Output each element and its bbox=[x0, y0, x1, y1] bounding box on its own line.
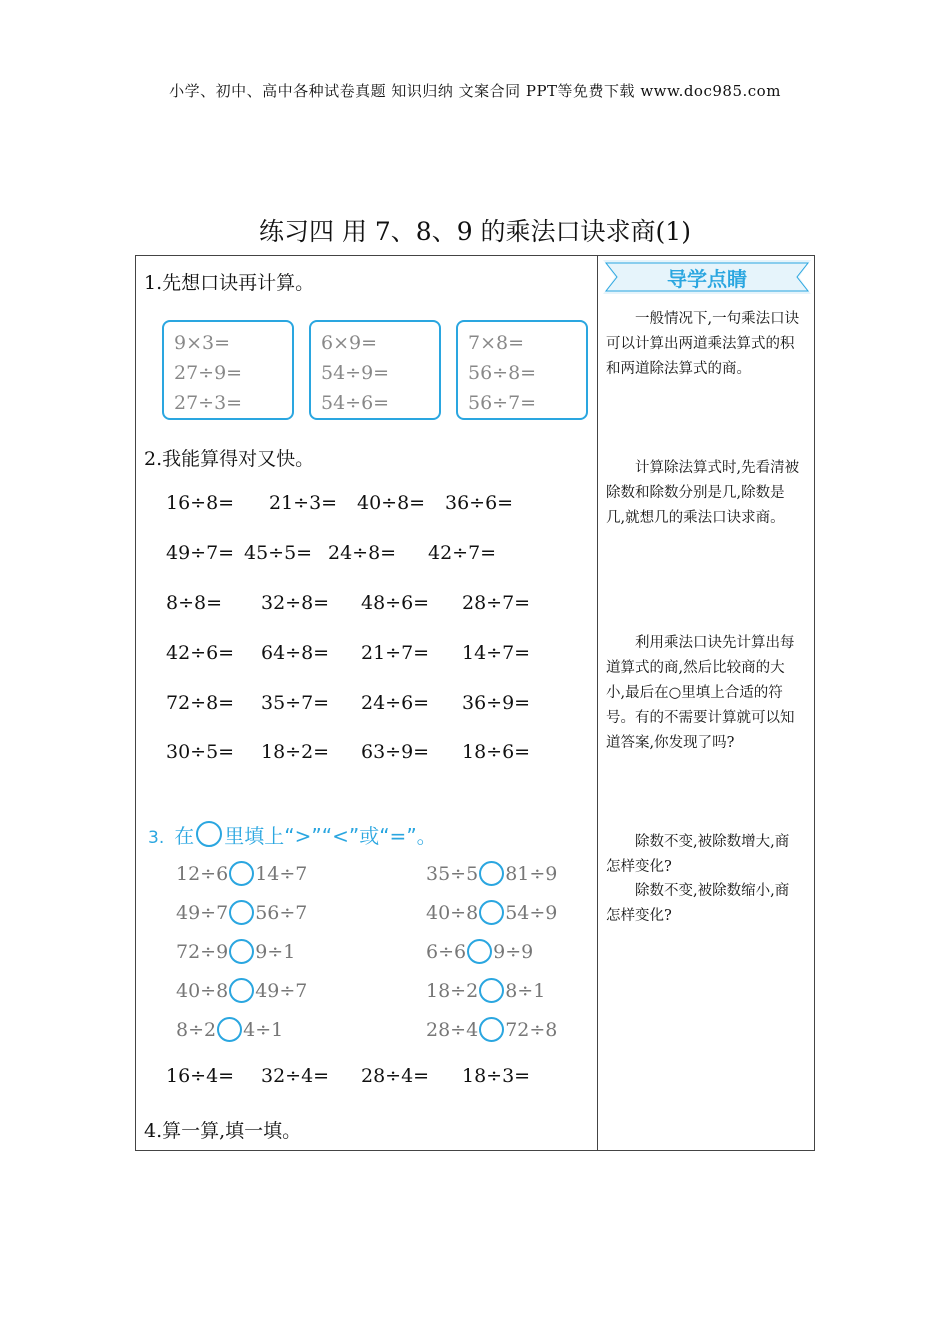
right-expr: 14÷7 bbox=[255, 863, 308, 885]
answer-circle[interactable] bbox=[479, 978, 504, 1003]
division-item: 36÷9= bbox=[462, 692, 531, 714]
division-item: 28÷7= bbox=[462, 592, 531, 614]
column-divider bbox=[597, 255, 598, 1151]
tip-1: 一般情况下,一句乘法口诀可以计算出两道乘法算式的积和两道除法算式的商。 bbox=[606, 311, 800, 377]
left-expr: 18÷2 bbox=[426, 980, 479, 1002]
division-item: 63÷9= bbox=[361, 741, 430, 763]
right-expr: 72÷8 bbox=[505, 1019, 558, 1041]
guide-banner bbox=[603, 260, 811, 294]
division-item: 8÷8= bbox=[166, 592, 223, 614]
tip-3: 利用乘法口诀先计算出每道算式的商,然后比较商的大小,最后在○里填上合适的符号。有的不需要计算就可以知道答案,你发现了吗? bbox=[606, 635, 795, 751]
right-expr: 56÷7 bbox=[255, 902, 308, 924]
expression: 56÷7= bbox=[468, 392, 537, 414]
circle-icon bbox=[196, 821, 222, 847]
compare-item bbox=[176, 900, 307, 925]
question-2-label: 2.我能算得对又快。 bbox=[144, 448, 315, 470]
recall-box-1 bbox=[162, 320, 294, 420]
answer-circle[interactable] bbox=[479, 900, 504, 925]
compare-item bbox=[176, 1017, 283, 1042]
answer-circle[interactable] bbox=[479, 1017, 504, 1042]
division-item: 49÷7= bbox=[166, 542, 235, 564]
division-item: 36÷6= bbox=[445, 492, 514, 514]
division-item: 18÷2= bbox=[261, 741, 330, 763]
compare-item bbox=[176, 939, 295, 964]
recall-box-3 bbox=[456, 320, 588, 420]
division-item: 32÷8= bbox=[261, 592, 330, 614]
answer-circle[interactable] bbox=[467, 939, 492, 964]
expression: 9×3= bbox=[174, 332, 231, 354]
division-item: 28÷4= bbox=[361, 1065, 430, 1087]
compare-item bbox=[426, 939, 533, 964]
left-expr: 28÷4 bbox=[426, 1019, 479, 1041]
division-item: 18÷3= bbox=[462, 1065, 531, 1087]
left-expr: 35÷5 bbox=[426, 863, 479, 885]
division-item: 40÷8= bbox=[357, 492, 426, 514]
division-item: 72÷8= bbox=[166, 692, 235, 714]
division-item: 45÷5= bbox=[244, 542, 313, 564]
left-expr: 6÷6 bbox=[426, 941, 467, 963]
site-header: 小学、初中、高中各种试卷真题 知识归纳 文案合同 PPT等免费下载 www.doc985.com bbox=[169, 82, 781, 100]
compare-item bbox=[176, 861, 307, 886]
question-4-label: 4.算一算,填一填。 bbox=[144, 1120, 302, 1142]
division-item: 35÷7= bbox=[261, 692, 330, 714]
division-item: 30÷5= bbox=[166, 741, 235, 763]
division-item: 24÷6= bbox=[361, 692, 430, 714]
compare-item bbox=[426, 900, 557, 925]
compare-item bbox=[426, 861, 557, 886]
expression: 6×9= bbox=[321, 332, 378, 354]
division-item: 21÷7= bbox=[361, 642, 430, 664]
left-expr: 40÷8 bbox=[176, 980, 229, 1002]
compare-item bbox=[426, 1017, 557, 1042]
right-expr: 8÷1 bbox=[505, 980, 546, 1002]
division-item: 42÷6= bbox=[166, 642, 235, 664]
right-expr: 54÷9 bbox=[505, 902, 558, 924]
question-1-label: 1.先想口诀再计算。 bbox=[144, 272, 315, 294]
division-item: 42÷7= bbox=[428, 542, 497, 564]
answer-circle[interactable] bbox=[229, 978, 254, 1003]
right-expr: 49÷7 bbox=[255, 980, 308, 1002]
tip-5: 除数不变,被除数缩小,商怎样变化? bbox=[606, 883, 790, 924]
expression: 7×8= bbox=[468, 332, 525, 354]
division-item: 21÷3= bbox=[269, 492, 338, 514]
left-expr: 49÷7 bbox=[176, 902, 229, 924]
compare-item bbox=[426, 978, 545, 1003]
left-expr: 40÷8 bbox=[426, 902, 479, 924]
division-item: 16÷8= bbox=[166, 492, 235, 514]
division-item: 14÷7= bbox=[462, 642, 531, 664]
right-expr: 4÷1 bbox=[243, 1019, 284, 1041]
compare-item bbox=[176, 978, 307, 1003]
division-item: 16÷4= bbox=[166, 1065, 235, 1087]
right-expr: 9÷9 bbox=[493, 941, 534, 963]
question-text-post: 里填上“>”“<”或“=”。 bbox=[224, 824, 437, 848]
answer-circle[interactable] bbox=[229, 861, 254, 886]
expression: 54÷9= bbox=[321, 362, 390, 384]
division-item: 32÷4= bbox=[261, 1065, 330, 1087]
right-expr: 9÷1 bbox=[255, 941, 296, 963]
expression: 27÷9= bbox=[174, 362, 243, 384]
tip-4: 除数不变,被除数增大,商怎样变化? bbox=[606, 834, 790, 875]
question-3-label bbox=[148, 820, 437, 849]
right-expr: 81÷9 bbox=[505, 863, 558, 885]
tip-2: 计算除法算式时,先看清被除数和除数分别是几,除数是几,就想几的乘法口诀求商。 bbox=[606, 460, 800, 526]
answer-circle[interactable] bbox=[217, 1017, 242, 1042]
recall-box-2 bbox=[309, 320, 441, 420]
banner-title: 导学点睛 bbox=[667, 267, 747, 291]
division-item: 18÷6= bbox=[462, 741, 531, 763]
page-title: 练习四 用 7、8、9 的乘法口诀求商(1) bbox=[259, 217, 691, 246]
division-item: 64÷8= bbox=[261, 642, 330, 664]
division-item: 24÷8= bbox=[328, 542, 397, 564]
left-expr: 72÷9 bbox=[176, 941, 229, 963]
answer-circle[interactable] bbox=[479, 861, 504, 886]
left-expr: 8÷2 bbox=[176, 1019, 217, 1041]
answer-circle[interactable] bbox=[229, 900, 254, 925]
question-number: 3. bbox=[148, 828, 165, 848]
question-text-pre: 在 bbox=[174, 824, 195, 848]
expression: 56÷8= bbox=[468, 362, 537, 384]
expression: 54÷6= bbox=[321, 392, 390, 414]
left-expr: 12÷6 bbox=[176, 863, 229, 885]
division-item: 48÷6= bbox=[361, 592, 430, 614]
expression: 27÷3= bbox=[174, 392, 243, 414]
answer-circle[interactable] bbox=[229, 939, 254, 964]
